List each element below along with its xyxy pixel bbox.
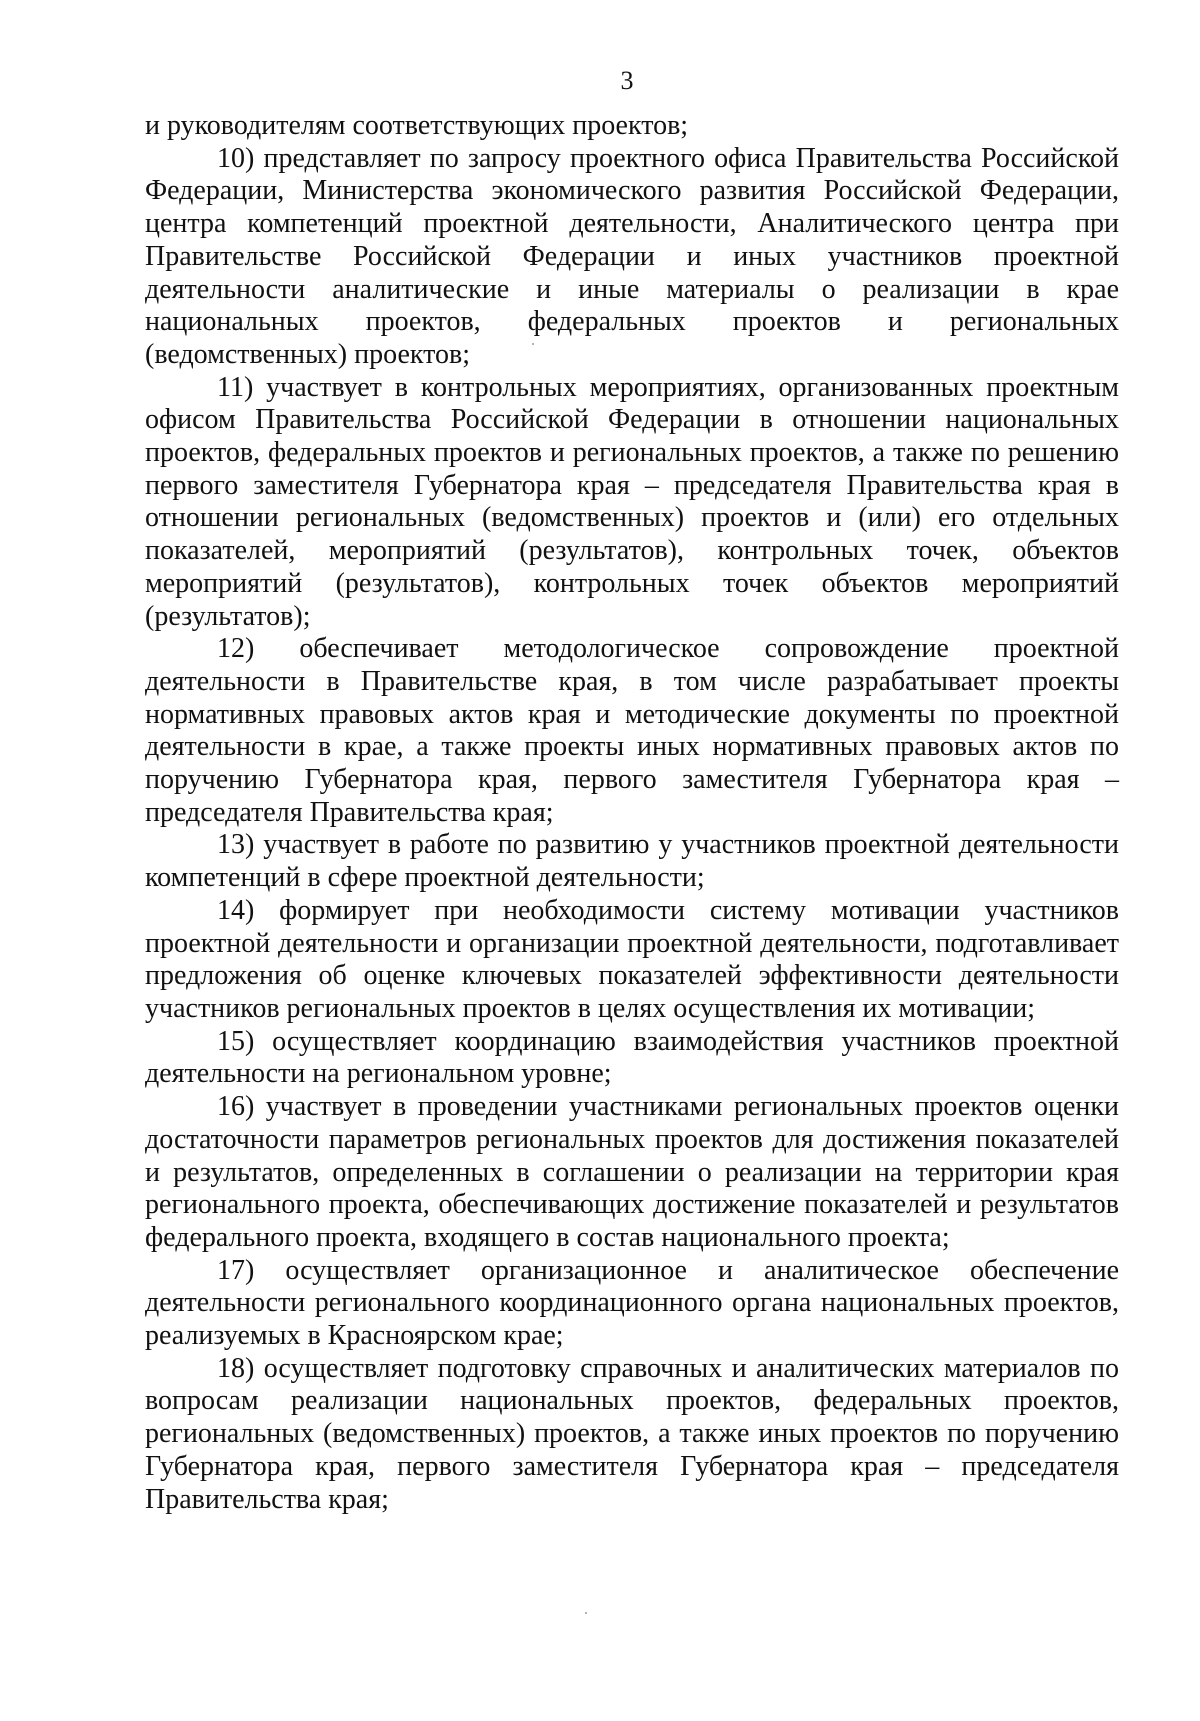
paragraph-item-16: 16) участвует в проведении участниками региональных проектов оценки достаточности параметров региональных проектов для достижения показателей и результатов, определенных в соглашении о реализации на территории края регионального проекта, обеспечивающих достижение показателей и результатов федерального проекта, входящего в состав национального проекта; — [145, 1091, 1119, 1253]
paragraph-item-12: 12) обеспечивает методологическое сопровождение проектной деятельности в Правительстве края, в том числе разрабатывает проекты нормативных правовых актов края и методические документы по проектной деятельности в крае, а также проекты иных нормативных правовых актов по поручению Губернатора края, первого заместителя Губернатора края – председателя Правительства края; — [145, 633, 1119, 828]
paragraph-item-13: 13) участвует в работе по развитию у участников проектной деятельности компетенций в сфере проектной деятельности; — [145, 829, 1119, 894]
page-number: 3 — [620, 66, 634, 95]
paragraph-item-14: 14) формирует при необходимости систему мотивации участников проектной деятельности и организации проектной деятельности, подготавливает предложения об оценке ключевых показателей эффективности деятельности участников региональных проектов в целях осуществления их мотивации; — [145, 894, 1119, 1024]
paragraph-item-18: 18) осуществляет подготовку справочных и аналитических материалов по вопросам реализации национальных проектов, федеральных проектов, региональных (ведомственных) проектов, а также иных проектов по поручению Губернатора края, первого заместителя Губернатора края – председателя Правительства края; — [145, 1352, 1119, 1515]
scan-speck — [532, 343, 534, 345]
paragraph-item-10: 10) представляет по запросу проектного офиса Правительства Российской Федерации, Министерства экономического развития Российской Федерации, центра компетенций проектной деятельности, Аналитического центра при Правительстве Российской Федерации и иных участников проектной деятельности аналитические и иные материалы о реализации в крае национальных проектов, федеральных проектов и региональных (ведомственных) проектов; — [145, 142, 1119, 370]
scan-speck — [585, 1612, 587, 1614]
paragraph-continuation: и руководителям соответствующих проектов; — [145, 110, 689, 141]
document-body — [145, 110, 1119, 1516]
paragraph-item-11: 11) участвует в контрольных мероприятиях, организованных проектным офисом Правительства Российской Федерации в отношении национальных проектов, федеральных проектов и региональных проектов, а также по решению первого заместителя Губернатора края – председателя Правительства края в отношении региональных (ведомственных) проектов и (или) его отдельных показателей, мероприятий (результатов), контрольных точек, объектов мероприятий (результатов), контрольных точек объектов мероприятий (результатов); — [145, 371, 1119, 632]
paragraph-item-17: 17) осуществляет организационное и аналитическое обеспечение деятельности регионального координационного органа национальных проектов, реализуемых в Красноярском крае; — [145, 1254, 1119, 1352]
paragraph-item-15: 15) осуществляет координацию взаимодействия участников проектной деятельности на региональном уровне; — [145, 1025, 1119, 1090]
